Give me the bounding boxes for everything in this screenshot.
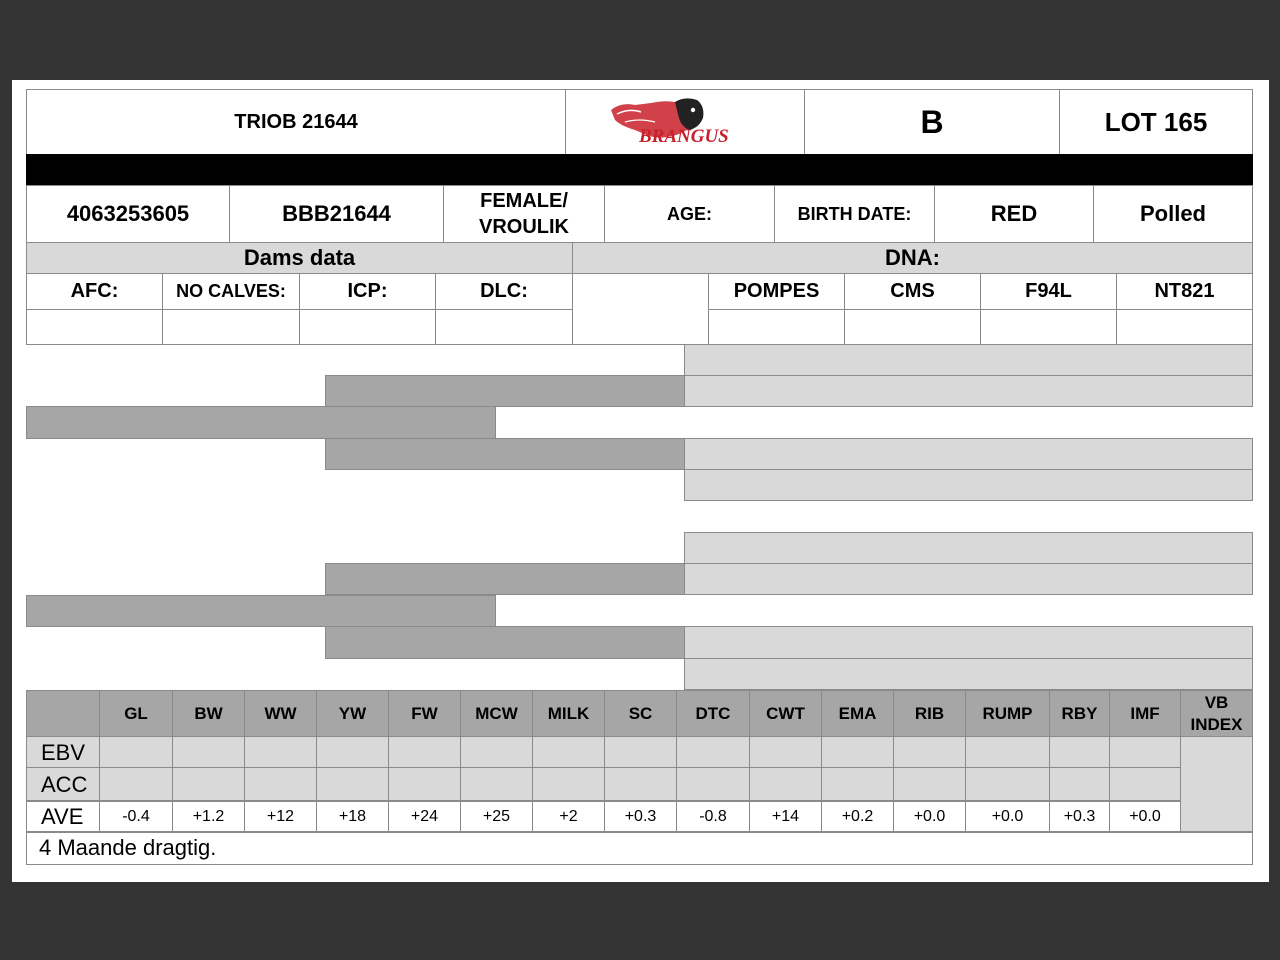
dna-blank-cell [572,273,709,345]
ebv-ave-sc: +0.3 [604,800,677,833]
ebv-acc-dtc [676,767,750,802]
animal-name: TRIOB 21644 [26,89,566,155]
dna-value-pompes [708,309,845,345]
dna-col-nt821: NT821 [1116,273,1253,310]
ebv-ebv-ema [821,736,894,769]
ebv-ebv-fw [388,736,461,769]
dams-value-dlc [435,309,573,345]
dams-value-afc [26,309,163,345]
brangus-logo-text: BRANGUS [639,126,729,147]
ebv-col-bw: BW [172,690,245,737]
ebv-ebv-ww [244,736,317,769]
ebv-vb-index-value [1180,736,1253,833]
ebv-ebv-cwt [749,736,822,769]
birth-date-label: BIRTH DATE: [774,185,935,243]
dna-value-nt821 [1116,309,1253,345]
dna-value-cms [844,309,981,345]
ebv-acc-rump [965,767,1050,802]
pedigree-ggd-3 [684,563,1253,595]
dams-col-afc: AFC: [26,273,163,310]
ebv-acc-cwt [749,767,822,802]
ebv-ave-rump: +0.0 [965,800,1050,833]
pedigree-ggd-4 [684,658,1253,690]
pedigree-ggs-4 [684,626,1253,659]
ebv-row-label-acc: ACC [26,767,100,802]
dna-col-f94l: F94L [980,273,1117,310]
ebv-acc-ema [821,767,894,802]
registration-number: BBB21644 [229,185,444,243]
ebv-header-corner [26,690,100,737]
sex [443,185,605,243]
dams-value-icp [299,309,436,345]
ebv-ave-mcw: +25 [460,800,533,833]
ebv-ave-milk: +2 [532,800,605,833]
ebv-acc-rby [1049,767,1110,802]
pedigree-gd-sire [325,438,685,470]
ebv-col-rib: RIB [893,690,966,737]
ebv-col-imf: IMF [1109,690,1181,737]
ebv-ebv-mcw [460,736,533,769]
dna-col-cms: CMS [844,273,981,310]
vb-index-line-1: VB [1204,693,1229,713]
ebv-acc-gl [99,767,173,802]
id-number: 4063253605 [26,185,230,243]
pedigree-ggs-1 [684,344,1253,376]
ebv-acc-milk [532,767,605,802]
ebv-ave-imf: +0.0 [1109,800,1181,833]
ebv-ave-yw: +18 [316,800,389,833]
lot-number: LOT 165 [1059,89,1253,155]
remarks-text: 4 Maande dragtig. [39,835,217,860]
ebv-ave-rib: +0.0 [893,800,966,833]
ebv-ebv-rib [893,736,966,769]
vb-index-line-2: INDEX [1190,714,1243,734]
remarks [26,831,1253,865]
ebv-acc-mcw [460,767,533,802]
horn-status: Polled [1093,185,1253,243]
ebv-ave-dtc: -0.8 [676,800,750,833]
ebv-ave-ema: +0.2 [821,800,894,833]
color: RED [934,185,1094,243]
brangus-logo [565,89,805,155]
ebv-ebv-bw [172,736,245,769]
ebv-row-label-ave: AVE [26,800,100,833]
pedigree-gs-sire [325,375,685,407]
ebv-col-ema: EMA [821,690,894,737]
ebv-ave-rby: +0.3 [1049,800,1110,833]
pedigree-gs-dam [325,563,685,595]
ebv-ebv-yw [316,736,389,769]
dams-col-icp: ICP: [299,273,436,310]
ebv-col-yw: YW [316,690,389,737]
ebv-col-mcw: MCW [460,690,533,737]
ebv-ebv-imf [1109,736,1181,769]
ebv-ebv-milk [532,736,605,769]
ebv-col-cwt: CWT [749,690,822,737]
ebv-col-milk: MILK [532,690,605,737]
ebv-ebv-sc [604,736,677,769]
dna-value-f94l [980,309,1117,345]
ebv-acc-fw [388,767,461,802]
ebv-row-label-ebv: EBV [26,736,100,769]
ebv-ebv-rby [1049,736,1110,769]
ebv-acc-ww [244,767,317,802]
pedigree-gd-dam [325,626,685,659]
sex-line-2: VROULIK [479,216,569,238]
cattle-head-icon [605,96,765,148]
ebv-ebv-dtc [676,736,750,769]
ebv-ave-cwt: +14 [749,800,822,833]
pedigree-ggd-2 [684,469,1253,501]
pedigree-dam [26,595,496,627]
pedigree-ggs-3 [684,532,1253,564]
ebv-col-rump: RUMP [965,690,1050,737]
ebv-acc-imf [1109,767,1181,802]
ebv-ebv-rump [965,736,1050,769]
ebv-col-rby: RBY [1049,690,1110,737]
dams-value-no-calves [162,309,300,345]
pedigree-sire [26,406,496,439]
sex-line-1: FEMALE/ [480,190,568,212]
ebv-ave-ww: +12 [244,800,317,833]
age-label: AGE: [604,185,775,243]
ebv-acc-sc [604,767,677,802]
dna-title: DNA: [572,242,1253,274]
grade: B [804,89,1060,155]
ebv-ave-bw: +1.2 [172,800,245,833]
ebv-ave-gl: -0.4 [99,800,173,833]
ebv-ebv-gl [99,736,173,769]
ebv-col-fw: FW [388,690,461,737]
dams-data-title: Dams data [26,242,573,274]
dna-col-pompes: POMPES [708,273,845,310]
ebv-col-ww: WW [244,690,317,737]
ebv-col-gl: GL [99,690,173,737]
ebv-col-dtc: DTC [676,690,750,737]
ebv-acc-bw [172,767,245,802]
ebv-ave-fw: +24 [388,800,461,833]
dams-col-no-calves: NO CALVES: [162,273,300,310]
dams-col-dlc: DLC: [435,273,573,310]
ebv-col-sc: SC [604,690,677,737]
black-divider-bar [26,154,1253,186]
ebv-acc-rib [893,767,966,802]
ebv-col-vb-index [1180,690,1253,737]
pedigree-ggs-2 [684,438,1253,470]
ebv-acc-yw [316,767,389,802]
pedigree-ggd-1 [684,375,1253,407]
